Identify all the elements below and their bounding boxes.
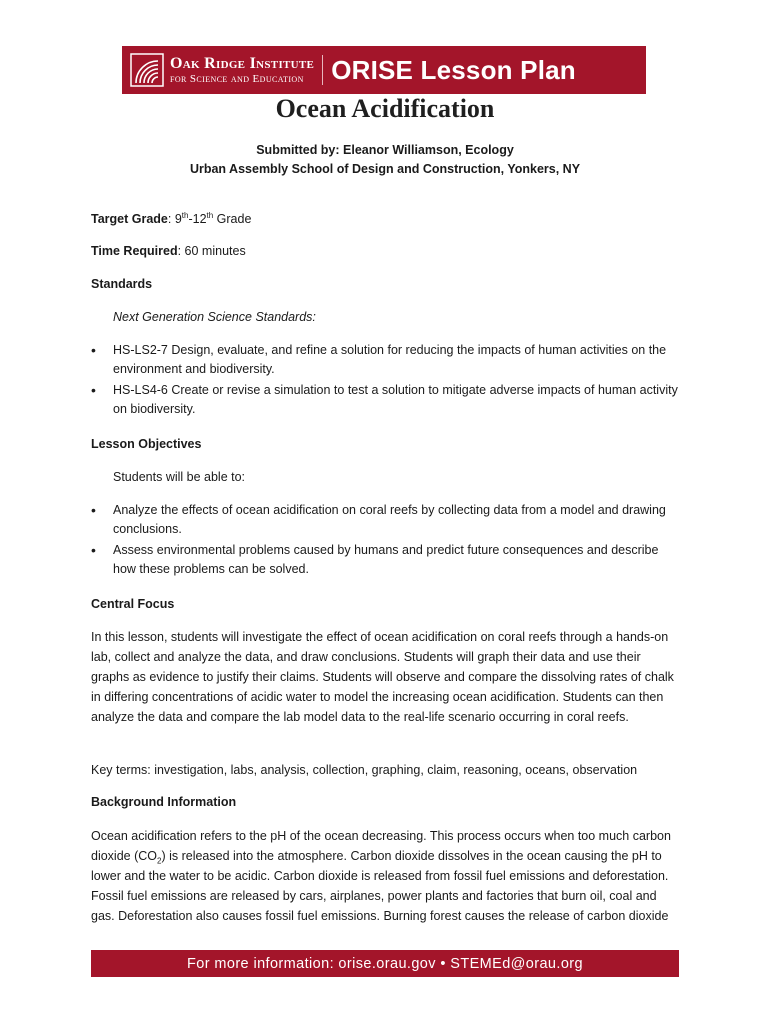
target-grade: Target Grade: 9th-12th Grade (91, 210, 252, 226)
target-grade-label: Target Grade (91, 212, 168, 226)
school-name: Urban Assembly School of Design and Construction, Yonkers, NY (189, 162, 581, 176)
central-focus-heading: Central Focus (91, 597, 175, 611)
target-grade-sep: -12 (188, 212, 207, 226)
banner-title: ORISE Lesson Plan (331, 54, 576, 85)
objectives-heading: Lesson Objectives (91, 437, 202, 451)
central-focus-paragraph: In this lesson, students will investigate the effect of ocean acidification on coral reefs through a hands-on lab, collect and analyze the data, and draw conclusions. Students will graph their data and use their graphs as evidence to justify their claims. Students will observe and compare the dissolving rates of chalk in differing concentrations of acidic water to model the increasing ocean acidification. Students can then analyze the data and compare the lab model data to the real-life scenario occurring in coral reefs. (91, 630, 674, 724)
key-terms: Key terms: investigation, labs, analysis, collection, graphing, claim, reasoning, oceans, observation (91, 763, 638, 777)
footer-contact-bar: For more information: orise.orau.gov • STEMEd@orau.org (91, 950, 679, 977)
org-name (170, 56, 314, 85)
org-name-line2: for Science and Education (170, 72, 304, 85)
list-item: • Analyze the effects of ocean acidification on coral reefs by collecting data from a model and drawing conclusions. (91, 501, 681, 539)
objectives-list (91, 501, 681, 581)
background-text-2: ) is released into the atmosphere. Carbon dioxide dissolves in the ocean causing the pH to lower and the water to be acidic. Carbon dioxide is released from fossil fuel emissions and deforestation. Fossil fuel emissions are released by cars, airplanes, power plants and factories that burn oil, coal and gas. Deforestation also causes fossil fuel emissions. Burning forest causes the release of carbon dioxide (91, 849, 669, 923)
list-item: • HS-LS4-6 Create or revise a simulation to test a solution to mitigate adverse impacts of human activity on biodiversity. (91, 381, 681, 419)
standards-intro: Next Generation Science Standards: (113, 310, 316, 324)
time-required-value: : 60 minutes (177, 244, 246, 258)
org-name-line1: Oak Ridge Institute (170, 54, 315, 72)
standards-list (91, 341, 681, 421)
document-title: Ocean Acidification (275, 94, 495, 123)
background-heading: Background Information (91, 795, 237, 809)
objectives-intro: Students will be able to: (113, 470, 246, 484)
time-required (91, 241, 681, 261)
background-text-1: Ocean acidification refers to the pH of the ocean decreasing. This process occurs when too much carbon dioxide (CO (91, 829, 671, 863)
list-item: • Assess environmental problems caused by humans and predict future consequences and describe how these problems can be solved. (91, 541, 681, 579)
list-item: • HS-LS2-7 Design, evaluate, and refine a solution for reducing the impacts of human activities on the environment and biodiversity. (91, 341, 681, 379)
target-grade-suffix: Grade (213, 212, 252, 226)
co2-subscript: 2 (157, 856, 162, 866)
target-grade-start: 9 (174, 212, 182, 226)
time-required-label: Time Required (91, 244, 178, 258)
orise-banner (122, 46, 646, 94)
background-paragraph (91, 826, 681, 926)
target-grade-start-sup: th (181, 210, 189, 220)
submitted-by: Submitted by: Eleanor Williamson, Ecology (256, 143, 514, 157)
target-grade-end-sup: th (206, 210, 214, 220)
orise-sunburst-logo-icon (130, 53, 164, 87)
standards-heading: Standards (91, 277, 153, 291)
banner-divider (322, 55, 323, 85)
